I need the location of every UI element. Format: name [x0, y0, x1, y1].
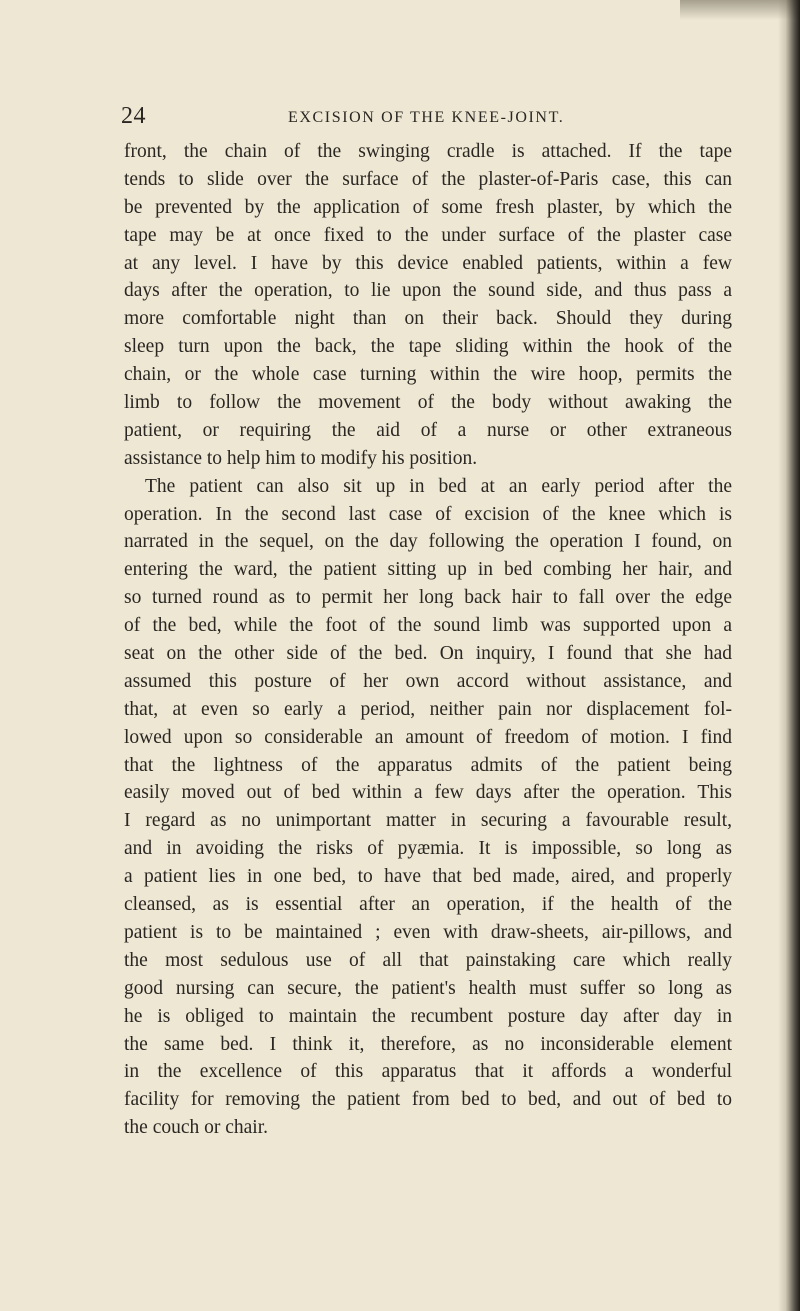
- text-line: that the lightness of the apparatus admits of the patient being: [124, 754, 732, 776]
- page-edge-shadow: [778, 0, 800, 1311]
- text-line: narrated in the sequel, on the day following the operation I found, on: [124, 531, 732, 553]
- text-line: the most sedulous use of all that painstaking care which really: [124, 949, 732, 971]
- text-line: front, the chain of the swinging cradle is attached. If the tape: [124, 141, 732, 162]
- text-line: entering the ward, the patient sitting up in bed combing her hair, and: [124, 559, 732, 581]
- text-line: at any level. I have by this device enabled patients, within a few: [124, 252, 732, 274]
- text-line: I regard as no unimportant matter in securing a favourable result,: [124, 810, 732, 832]
- text-line: in the excellence of this apparatus that it affords a wonderful: [124, 1061, 732, 1083]
- page-number: 24: [121, 103, 146, 129]
- text-line: sleep turn upon the back, the tape sliding within the hook of the: [124, 336, 732, 358]
- text-line: lowed upon so considerable an amount of freedom of motion. I find: [124, 726, 732, 748]
- text-line: patient, or requiring the aid of a nurse or other extraneous: [124, 419, 732, 441]
- text-line: patient is to be maintained ; even with draw-sheets, air-pillows, and: [124, 921, 732, 943]
- text-line: seat on the other side of the bed. On inquiry, I found that she had: [124, 643, 732, 665]
- text-line: assumed this posture of her own accord without assistance, and: [124, 670, 732, 692]
- text-line: a patient lies in one bed, to have that bed made, aired, and properly: [124, 866, 732, 888]
- text-line: easily moved out of bed within a few days after the operation. This: [124, 782, 732, 804]
- text-line: tape may be at once fixed to the under surface of the plaster case: [124, 224, 732, 246]
- text-line: chain, or the whole case turning within the wire hoop, permits the: [124, 364, 732, 386]
- text-line: so turned round as to permit her long back hair to fall over the edge: [124, 587, 732, 609]
- text-line: more comfortable night than on their back. Should they during: [124, 308, 732, 330]
- running-head: EXCISION OF THE KNEE-JOINT.: [288, 109, 565, 126]
- text-line: and in avoiding the risks of pyæmia. It is impossible, so long as: [124, 838, 732, 860]
- text-line: assistance to help him to modify his position.: [124, 447, 478, 469]
- text-line: be prevented by the application of some fresh plaster, by which the: [124, 196, 732, 218]
- body-text: [124, 138, 732, 1142]
- text-line: he is obliged to maintain the recumbent posture day after day in: [124, 1005, 732, 1027]
- text-line: The patient can also sit up in bed at an early period after the: [145, 475, 732, 497]
- text-line: operation. In the second last case of excision of the knee which is: [124, 503, 732, 525]
- text-line: tends to slide over the surface of the plaster-of-Paris case, this can: [124, 168, 732, 190]
- text-line: that, at even so early a period, neither pain nor displacement fol-: [124, 698, 732, 720]
- text-line: the couch or chair.: [124, 1117, 269, 1139]
- text-line: facility for removing the patient from bed to bed, and out of bed to: [124, 1089, 732, 1111]
- text-line: cleansed, as is essential after an operation, if the health of the: [124, 894, 732, 916]
- text-line: of the bed, while the foot of the sound limb was supported upon a: [124, 615, 732, 637]
- text-line: good nursing can secure, the patient's health must suffer so long as: [124, 977, 732, 999]
- text-line: limb to follow the movement of the body without awaking the: [124, 392, 732, 414]
- text-line: the same bed. I think it, therefore, as no inconsiderable element: [124, 1033, 732, 1055]
- text-line: days after the operation, to lie upon the sound side, and thus pass a: [124, 280, 732, 302]
